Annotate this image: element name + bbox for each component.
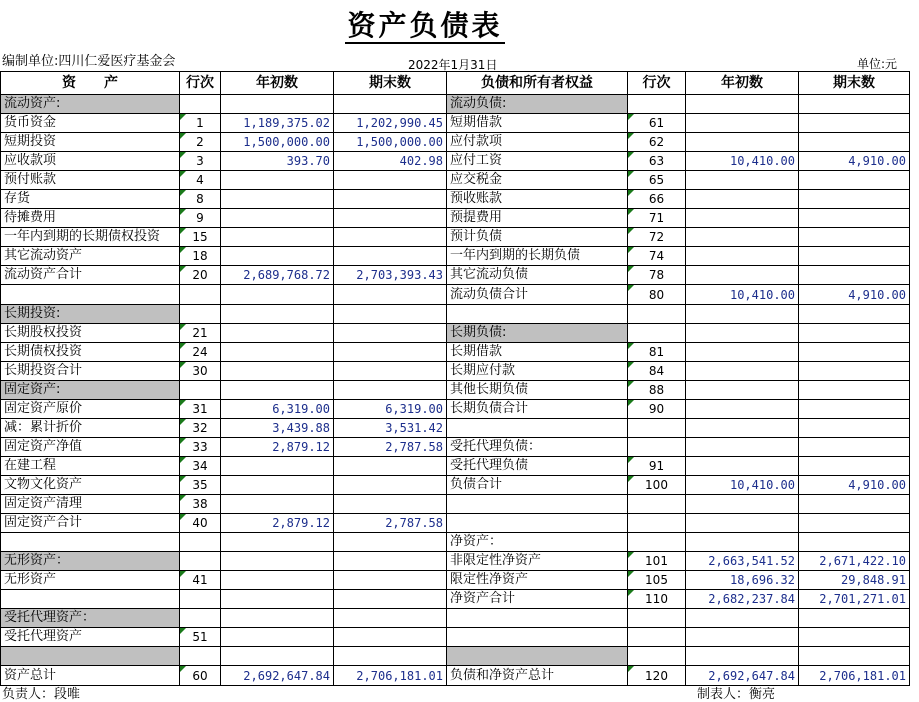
liability-line-no[interactable]: 62 bbox=[628, 133, 686, 152]
asset-begin-value[interactable] bbox=[221, 95, 334, 114]
table-row bbox=[1, 590, 910, 609]
asset-begin-value[interactable] bbox=[221, 495, 334, 514]
balance-table bbox=[0, 71, 910, 686]
asset-begin-value[interactable] bbox=[221, 609, 334, 628]
liability-end-value[interactable] bbox=[799, 438, 910, 457]
liability-line-no[interactable] bbox=[628, 628, 686, 647]
asset-name[interactable]: 长期股权投资 bbox=[1, 324, 180, 343]
asset-begin-value[interactable]: 6,319.00 bbox=[221, 400, 334, 419]
asset-name[interactable]: 减：累计折价 bbox=[1, 419, 180, 438]
asset-name[interactable]: 长期投资: bbox=[1, 305, 180, 324]
liability-name[interactable]: 短期借款 bbox=[447, 114, 628, 133]
asset-line-no[interactable] bbox=[180, 552, 221, 571]
asset-end-value[interactable] bbox=[334, 457, 447, 476]
asset-begin-value[interactable] bbox=[221, 476, 334, 495]
asset-begin-value[interactable]: 393.70 bbox=[221, 152, 334, 171]
liability-header: 负债和所有者权益 bbox=[447, 72, 628, 95]
liability-name[interactable]: 受托代理负债 bbox=[447, 457, 628, 476]
liability-line-no[interactable]: 105 bbox=[628, 571, 686, 590]
liability-end-value[interactable]: 4,910.00 bbox=[799, 476, 910, 495]
liability-line-no[interactable]: 84 bbox=[628, 362, 686, 381]
liability-begin-value[interactable] bbox=[686, 419, 799, 438]
asset-name[interactable] bbox=[1, 590, 180, 609]
asset-line-no[interactable]: 24 bbox=[180, 343, 221, 362]
asset-end-value[interactable] bbox=[334, 647, 447, 666]
asset-line-no[interactable]: 20 bbox=[180, 266, 221, 285]
asset-begin-value[interactable] bbox=[221, 457, 334, 476]
liability-line-no[interactable]: 101 bbox=[628, 552, 686, 571]
asset-line-no[interactable]: 3 bbox=[180, 152, 221, 171]
liability-name[interactable]: 应交税金 bbox=[447, 171, 628, 190]
table-row bbox=[1, 95, 910, 114]
liability-name[interactable] bbox=[447, 514, 628, 533]
liability-name[interactable]: 应付款项 bbox=[447, 133, 628, 152]
asset-begin-value[interactable] bbox=[221, 628, 334, 647]
liability-name[interactable]: 非限定性净资产 bbox=[447, 552, 628, 571]
liability-line-no[interactable] bbox=[628, 95, 686, 114]
asset-name[interactable]: 长期债权投资 bbox=[1, 343, 180, 362]
liability-begin-value[interactable] bbox=[686, 343, 799, 362]
liability-end-value[interactable] bbox=[799, 362, 910, 381]
asset-name[interactable]: 固定资产清理 bbox=[1, 495, 180, 514]
asset-name[interactable]: 受托代理资产 bbox=[1, 628, 180, 647]
asset-name[interactable]: 资产总计 bbox=[1, 666, 180, 686]
asset-end-value[interactable] bbox=[334, 305, 447, 324]
liability-begin-value[interactable] bbox=[686, 628, 799, 647]
liability-name[interactable] bbox=[447, 647, 628, 666]
liability-name[interactable]: 负债合计 bbox=[447, 476, 628, 495]
asset-begin-value[interactable]: 1,500,000.00 bbox=[221, 133, 334, 152]
asset-line-no[interactable] bbox=[180, 285, 221, 305]
liability-begin-value[interactable] bbox=[686, 95, 799, 114]
asset-name[interactable]: 固定资产净值 bbox=[1, 438, 180, 457]
asset-end-value[interactable] bbox=[334, 590, 447, 609]
liability-name[interactable]: 长期负债: bbox=[447, 324, 628, 343]
line-header: 行次 bbox=[180, 72, 221, 95]
asset-line-no[interactable]: 35 bbox=[180, 476, 221, 495]
liability-name[interactable]: 预计负债 bbox=[447, 228, 628, 247]
liability-end-value[interactable] bbox=[799, 324, 910, 343]
liability-begin-value[interactable] bbox=[686, 647, 799, 666]
table-row bbox=[1, 609, 910, 628]
asset-line-no[interactable]: 18 bbox=[180, 247, 221, 266]
asset-end-value[interactable]: 2,703,393.43 bbox=[334, 266, 447, 285]
liability-end-value[interactable] bbox=[799, 114, 910, 133]
asset-name[interactable]: 其它流动资产 bbox=[1, 247, 180, 266]
liability-line-no[interactable]: 88 bbox=[628, 381, 686, 400]
table-row bbox=[1, 552, 910, 571]
asset-name[interactable]: 固定资产合计 bbox=[1, 514, 180, 533]
asset-line-no[interactable]: 51 bbox=[180, 628, 221, 647]
asset-line-no[interactable] bbox=[180, 590, 221, 609]
liability-end-value[interactable] bbox=[799, 228, 910, 247]
liability-begin-value[interactable]: 10,410.00 bbox=[686, 152, 799, 171]
asset-name[interactable]: 存货 bbox=[1, 190, 180, 209]
asset-line-no[interactable] bbox=[180, 95, 221, 114]
asset-end-value[interactable] bbox=[334, 247, 447, 266]
asset-line-no[interactable]: 41 bbox=[180, 571, 221, 590]
table-row bbox=[1, 114, 910, 133]
liability-line-no[interactable] bbox=[628, 514, 686, 533]
asset-end-value[interactable] bbox=[334, 628, 447, 647]
asset-end-value[interactable]: 2,787.58 bbox=[334, 438, 447, 457]
liability-name[interactable]: 流动负债: bbox=[447, 95, 628, 114]
asset-begin-value[interactable] bbox=[221, 209, 334, 228]
liability-line-no[interactable]: 120 bbox=[628, 666, 686, 686]
liability-line-no[interactable]: 74 bbox=[628, 247, 686, 266]
asset-name[interactable]: 预付账款 bbox=[1, 171, 180, 190]
asset-name[interactable] bbox=[1, 285, 180, 305]
liability-line-no[interactable] bbox=[628, 647, 686, 666]
asset-begin-value[interactable] bbox=[221, 571, 334, 590]
asset-end-value[interactable]: 2,787.58 bbox=[334, 514, 447, 533]
asset-begin-value[interactable] bbox=[221, 647, 334, 666]
table-row bbox=[1, 209, 910, 228]
liability-line-no[interactable] bbox=[628, 324, 686, 343]
asset-begin-value[interactable] bbox=[221, 190, 334, 209]
liability-name[interactable]: 限定性净资产 bbox=[447, 571, 628, 590]
liability-begin-value[interactable] bbox=[686, 305, 799, 324]
asset-end-value[interactable] bbox=[334, 209, 447, 228]
table-row bbox=[1, 514, 910, 533]
asset-line-no[interactable] bbox=[180, 609, 221, 628]
table-row bbox=[1, 438, 910, 457]
table-row bbox=[1, 419, 910, 438]
liability-end-value[interactable] bbox=[799, 514, 910, 533]
liability-line-no[interactable]: 81 bbox=[628, 343, 686, 362]
liability-end-value[interactable]: 2,701,271.01 bbox=[799, 590, 910, 609]
liability-begin-value[interactable] bbox=[686, 190, 799, 209]
liability-begin-value[interactable] bbox=[686, 400, 799, 419]
liability-begin-value[interactable] bbox=[686, 247, 799, 266]
asset-begin-value[interactable]: 2,879.12 bbox=[221, 514, 334, 533]
asset-name[interactable]: 待摊费用 bbox=[1, 209, 180, 228]
footer-responsible: 负责人：段唯 bbox=[2, 687, 81, 702]
liability-name[interactable]: 流动负债合计 bbox=[447, 285, 628, 305]
liability-begin-value[interactable] bbox=[686, 324, 799, 343]
asset-name[interactable]: 应收款项 bbox=[1, 152, 180, 171]
liability-end-value[interactable]: 4,910.00 bbox=[799, 152, 910, 171]
liability-begin-value[interactable] bbox=[686, 381, 799, 400]
asset-line-no[interactable]: 2 bbox=[180, 133, 221, 152]
liability-name[interactable]: 净资产： bbox=[447, 533, 628, 552]
asset-name[interactable] bbox=[1, 647, 180, 666]
asset-end-value[interactable] bbox=[334, 285, 447, 305]
end-header-right: 期末数 bbox=[799, 72, 910, 95]
liability-end-value[interactable]: 2,706,181.01 bbox=[799, 666, 910, 686]
asset-line-no[interactable]: 33 bbox=[180, 438, 221, 457]
liability-name[interactable]: 其它流动负债 bbox=[447, 266, 628, 285]
liability-line-no[interactable] bbox=[628, 438, 686, 457]
asset-name[interactable]: 无形资产： bbox=[1, 552, 180, 571]
liability-line-no[interactable]: 80 bbox=[628, 285, 686, 305]
liability-begin-value[interactable]: 10,410.00 bbox=[686, 476, 799, 495]
liability-begin-value[interactable] bbox=[686, 438, 799, 457]
liability-end-value[interactable] bbox=[799, 419, 910, 438]
table-row bbox=[1, 647, 910, 666]
liability-name[interactable]: 长期应付款 bbox=[447, 362, 628, 381]
liability-begin-value[interactable] bbox=[686, 514, 799, 533]
asset-begin-value[interactable]: 3,439.88 bbox=[221, 419, 334, 438]
liability-begin-value[interactable]: 10,410.00 bbox=[686, 285, 799, 305]
asset-line-no[interactable] bbox=[180, 381, 221, 400]
asset-line-no[interactable]: 9 bbox=[180, 209, 221, 228]
asset-line-no[interactable]: 1 bbox=[180, 114, 221, 133]
liability-end-value[interactable] bbox=[799, 381, 910, 400]
asset-begin-value[interactable] bbox=[221, 362, 334, 381]
liability-line-no[interactable] bbox=[628, 305, 686, 324]
asset-begin-value[interactable] bbox=[221, 343, 334, 362]
begin-header: 年初数 bbox=[221, 72, 334, 95]
table-row bbox=[1, 152, 910, 171]
liability-begin-value[interactable] bbox=[686, 362, 799, 381]
liability-name[interactable] bbox=[447, 419, 628, 438]
sheet-title: 资产负债表 bbox=[347, 9, 503, 42]
asset-line-no[interactable] bbox=[180, 647, 221, 666]
liability-name[interactable]: 净资产合计 bbox=[447, 590, 628, 609]
asset-end-value[interactable] bbox=[334, 324, 447, 343]
asset-end-value[interactable] bbox=[334, 228, 447, 247]
asset-line-no[interactable]: 8 bbox=[180, 190, 221, 209]
liability-line-no[interactable] bbox=[628, 419, 686, 438]
liability-name[interactable]: 预收账款 bbox=[447, 190, 628, 209]
table-row bbox=[1, 190, 910, 209]
asset-end-value[interactable]: 1,202,990.45 bbox=[334, 114, 447, 133]
asset-line-no[interactable]: 32 bbox=[180, 419, 221, 438]
liability-line-no[interactable] bbox=[628, 495, 686, 514]
asset-name[interactable]: 长期投资合计 bbox=[1, 362, 180, 381]
liability-name[interactable]: 其他长期负债 bbox=[447, 381, 628, 400]
asset-end-value[interactable] bbox=[334, 362, 447, 381]
asset-name[interactable]: 短期投资 bbox=[1, 133, 180, 152]
asset-name[interactable]: 固定资产原价 bbox=[1, 400, 180, 419]
table-row bbox=[1, 381, 910, 400]
asset-line-no[interactable]: 60 bbox=[180, 666, 221, 686]
table-row bbox=[1, 266, 910, 285]
liability-end-value[interactable]: 2,671,422.10 bbox=[799, 552, 910, 571]
asset-name[interactable]: 受托代理资产： bbox=[1, 609, 180, 628]
asset-end-value[interactable] bbox=[334, 533, 447, 552]
asset-end-value[interactable] bbox=[334, 171, 447, 190]
asset-line-no[interactable]: 40 bbox=[180, 514, 221, 533]
table-row bbox=[1, 400, 910, 419]
asset-end-value[interactable] bbox=[334, 95, 447, 114]
liability-line-no[interactable]: 78 bbox=[628, 266, 686, 285]
table-row bbox=[1, 171, 910, 190]
liability-begin-value[interactable] bbox=[686, 495, 799, 514]
liability-end-value[interactable] bbox=[799, 495, 910, 514]
liability-begin-value[interactable] bbox=[686, 171, 799, 190]
liability-end-value[interactable] bbox=[799, 647, 910, 666]
liability-name[interactable] bbox=[447, 628, 628, 647]
asset-line-no[interactable] bbox=[180, 533, 221, 552]
liability-name[interactable]: 预提费用 bbox=[447, 209, 628, 228]
table-row bbox=[1, 457, 910, 476]
liability-line-no[interactable]: 91 bbox=[628, 457, 686, 476]
liability-line-no[interactable]: 66 bbox=[628, 190, 686, 209]
liability-begin-value[interactable]: 18,696.32 bbox=[686, 571, 799, 590]
header-row bbox=[1, 72, 910, 95]
table-row bbox=[1, 495, 910, 514]
liability-name[interactable]: 长期负债合计 bbox=[447, 400, 628, 419]
table-row bbox=[1, 571, 910, 590]
asset-name[interactable]: 流动资产合计 bbox=[1, 266, 180, 285]
unit-label: 单位:元 bbox=[857, 57, 898, 71]
liability-begin-value[interactable] bbox=[686, 609, 799, 628]
liability-begin-value[interactable]: 2,692,647.84 bbox=[686, 666, 799, 686]
liability-line-no[interactable]: 72 bbox=[628, 228, 686, 247]
liability-line-no[interactable] bbox=[628, 609, 686, 628]
report-date: 2022年1月31日 bbox=[408, 58, 498, 72]
line-header-right: 行次 bbox=[628, 72, 686, 95]
liability-name[interactable] bbox=[447, 305, 628, 324]
liability-begin-value[interactable] bbox=[686, 266, 799, 285]
org-label: 编制单位:四川仁爱医疗基金会 bbox=[2, 54, 176, 69]
liability-end-value[interactable] bbox=[799, 133, 910, 152]
begin-header-right: 年初数 bbox=[686, 72, 799, 95]
asset-line-no[interactable]: 15 bbox=[180, 228, 221, 247]
asset-header: 资 产 bbox=[1, 72, 180, 95]
liability-end-value[interactable] bbox=[799, 533, 910, 552]
liability-line-no[interactable]: 61 bbox=[628, 114, 686, 133]
liability-end-value[interactable] bbox=[799, 305, 910, 324]
liability-end-value[interactable] bbox=[799, 247, 910, 266]
asset-name[interactable]: 无形资产 bbox=[1, 571, 180, 590]
table-row bbox=[1, 533, 910, 552]
asset-end-value[interactable]: 6,319.00 bbox=[334, 400, 447, 419]
liability-end-value[interactable] bbox=[799, 400, 910, 419]
liability-end-value[interactable] bbox=[799, 209, 910, 228]
asset-end-value[interactable] bbox=[334, 552, 447, 571]
asset-begin-value[interactable] bbox=[221, 171, 334, 190]
asset-end-value[interactable] bbox=[334, 343, 447, 362]
liability-begin-value[interactable] bbox=[686, 209, 799, 228]
liability-end-value[interactable] bbox=[799, 628, 910, 647]
asset-begin-value[interactable] bbox=[221, 305, 334, 324]
asset-name[interactable]: 固定资产: bbox=[1, 381, 180, 400]
asset-begin-value[interactable] bbox=[221, 552, 334, 571]
liability-begin-value[interactable] bbox=[686, 114, 799, 133]
liability-begin-value[interactable] bbox=[686, 533, 799, 552]
asset-line-no[interactable] bbox=[180, 305, 221, 324]
liability-end-value[interactable] bbox=[799, 343, 910, 362]
liability-end-value[interactable] bbox=[799, 95, 910, 114]
liability-name[interactable] bbox=[447, 609, 628, 628]
asset-name[interactable]: 一年内到期的长期债权投资 bbox=[1, 228, 180, 247]
asset-end-value[interactable] bbox=[334, 190, 447, 209]
asset-line-no[interactable]: 38 bbox=[180, 495, 221, 514]
liability-begin-value[interactable] bbox=[686, 457, 799, 476]
asset-line-no[interactable]: 31 bbox=[180, 400, 221, 419]
asset-name[interactable]: 流动资产: bbox=[1, 95, 180, 114]
liability-end-value[interactable] bbox=[799, 190, 910, 209]
liability-end-value[interactable] bbox=[799, 609, 910, 628]
asset-begin-value[interactable] bbox=[221, 247, 334, 266]
asset-end-value[interactable]: 3,531.42 bbox=[334, 419, 447, 438]
table-row bbox=[1, 476, 910, 495]
asset-begin-value[interactable]: 2,689,768.72 bbox=[221, 266, 334, 285]
liability-line-no[interactable]: 63 bbox=[628, 152, 686, 171]
liability-line-no[interactable]: 65 bbox=[628, 171, 686, 190]
liability-line-no[interactable]: 110 bbox=[628, 590, 686, 609]
asset-end-value[interactable]: 1,500,000.00 bbox=[334, 133, 447, 152]
asset-begin-value[interactable] bbox=[221, 533, 334, 552]
table-row bbox=[1, 133, 910, 152]
liability-line-no[interactable]: 100 bbox=[628, 476, 686, 495]
asset-end-value[interactable] bbox=[334, 476, 447, 495]
liability-name[interactable]: 负债和净资产总计 bbox=[447, 666, 628, 686]
asset-end-value[interactable]: 2,706,181.01 bbox=[334, 666, 447, 686]
table-row bbox=[1, 285, 910, 305]
asset-name[interactable] bbox=[1, 533, 180, 552]
asset-begin-value[interactable]: 1,189,375.02 bbox=[221, 114, 334, 133]
end-header: 期末数 bbox=[334, 72, 447, 95]
asset-begin-value[interactable] bbox=[221, 228, 334, 247]
liability-end-value[interactable] bbox=[799, 457, 910, 476]
asset-line-no[interactable]: 21 bbox=[180, 324, 221, 343]
liability-begin-value[interactable] bbox=[686, 133, 799, 152]
liability-name[interactable]: 应付工资 bbox=[447, 152, 628, 171]
liability-begin-value[interactable]: 2,663,541.52 bbox=[686, 552, 799, 571]
asset-end-value[interactable] bbox=[334, 495, 447, 514]
table-row bbox=[1, 628, 910, 647]
liability-name[interactable]: 长期借款 bbox=[447, 343, 628, 362]
liability-line-no[interactable]: 90 bbox=[628, 400, 686, 419]
liability-line-no[interactable] bbox=[628, 533, 686, 552]
asset-name[interactable]: 在建工程 bbox=[1, 457, 180, 476]
asset-begin-value[interactable]: 2,879.12 bbox=[221, 438, 334, 457]
table-row bbox=[1, 362, 910, 381]
liability-line-no[interactable]: 71 bbox=[628, 209, 686, 228]
asset-begin-value[interactable]: 2,692,647.84 bbox=[221, 666, 334, 686]
asset-line-no[interactable]: 34 bbox=[180, 457, 221, 476]
liability-end-value[interactable] bbox=[799, 171, 910, 190]
table-row bbox=[1, 247, 910, 266]
asset-end-value[interactable] bbox=[334, 609, 447, 628]
liability-begin-value[interactable]: 2,682,237.84 bbox=[686, 590, 799, 609]
asset-line-no[interactable]: 4 bbox=[180, 171, 221, 190]
asset-begin-value[interactable] bbox=[221, 381, 334, 400]
liability-name[interactable]: 一年内到期的长期负债 bbox=[447, 247, 628, 266]
asset-name[interactable]: 货币资金 bbox=[1, 114, 180, 133]
liability-end-value[interactable]: 4,910.00 bbox=[799, 285, 910, 305]
table-row bbox=[1, 228, 910, 247]
asset-end-value[interactable]: 402.98 bbox=[334, 152, 447, 171]
asset-begin-value[interactable] bbox=[221, 324, 334, 343]
liability-name[interactable]: 受托代理负债： bbox=[447, 438, 628, 457]
table-row bbox=[1, 343, 910, 362]
asset-end-value[interactable] bbox=[334, 381, 447, 400]
liability-end-value[interactable]: 29,848.91 bbox=[799, 571, 910, 590]
asset-line-no[interactable]: 30 bbox=[180, 362, 221, 381]
table-row bbox=[1, 324, 910, 343]
asset-begin-value[interactable] bbox=[221, 590, 334, 609]
liability-name[interactable] bbox=[447, 495, 628, 514]
asset-begin-value[interactable] bbox=[221, 285, 334, 305]
asset-end-value[interactable] bbox=[334, 571, 447, 590]
asset-name[interactable]: 文物文化资产 bbox=[1, 476, 180, 495]
table-row bbox=[1, 305, 910, 324]
liability-begin-value[interactable] bbox=[686, 228, 799, 247]
footer-preparer: 制表人：衡亮 bbox=[697, 687, 776, 702]
liability-end-value[interactable] bbox=[799, 266, 910, 285]
